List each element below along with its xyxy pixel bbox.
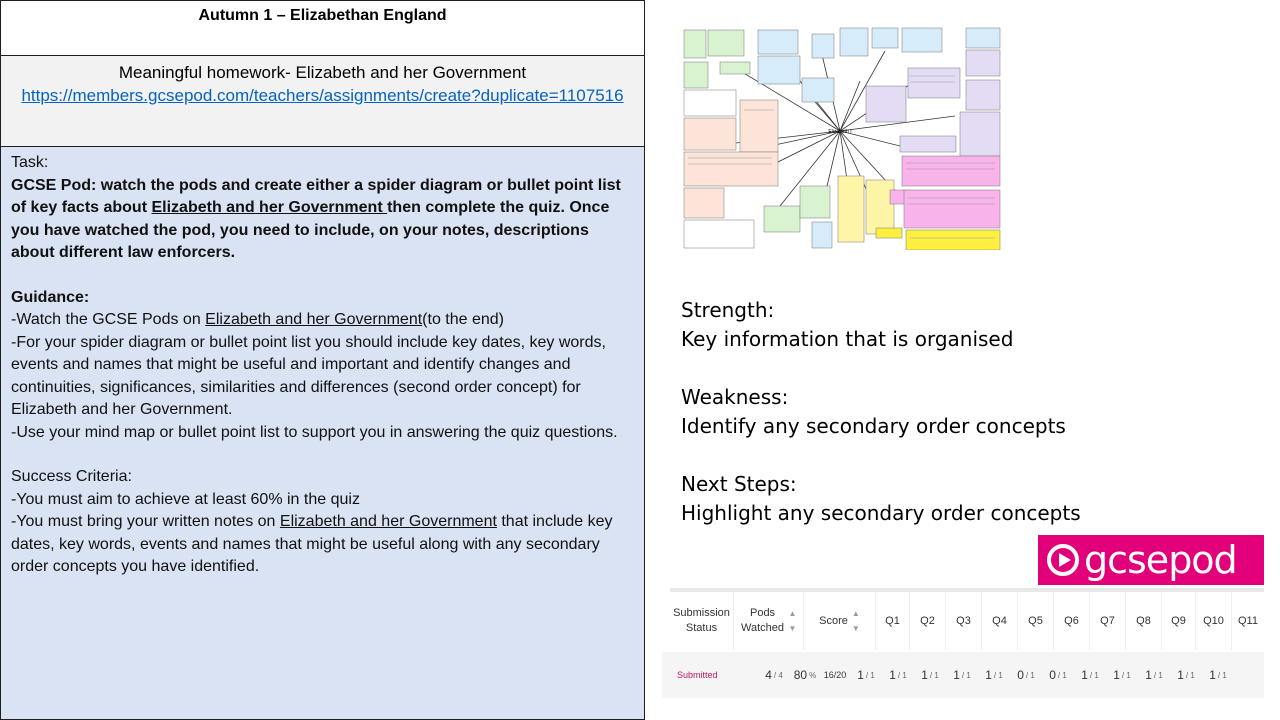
score-cell: 16/20 [823,670,847,680]
results-header-row [670,588,1264,650]
header-q2: Q2 [910,592,946,650]
q2-cell: 1 / 1 [889,668,907,682]
next-steps-label: Next Steps: [681,472,797,496]
q1-cell: 1 / 1 [857,668,875,682]
mind-map-thumbnail [680,26,1002,250]
success-item-1: -You must aim to achieve at least 60% in the quiz [11,490,360,508]
unit-title [1,1,644,56]
header-q9: Q9 [1162,592,1196,650]
homework-header [1,56,644,147]
status-cell: Submitted [677,670,718,680]
unit-title-text: Autumn 1 – Elizabethan England [198,7,447,24]
task-description: GCSE Pod: watch the pods and create either a spider diagram or bullet point list of key facts about Elizabeth and her Government then complete the quiz. Once you have watched the pod, you need to include, on your notes, descriptions about different law enforcers. [11,176,621,261]
logo-text: gcsepod [1084,538,1237,582]
guidance-item-1: -Watch the GCSE Pods on Elizabeth and her Government(to the end) [11,311,504,328]
header-q1: Q1 [876,592,910,650]
task-topic-link: Elizabeth and her Government [151,199,388,216]
percent-cell: 80 % [793,668,817,682]
next-steps-text: Highlight any secondary order concepts [681,501,1081,525]
q12-cell: 1 / 1 [1209,668,1227,682]
sort-icon[interactable]: ▲ ▼ [788,609,797,633]
results-table [662,588,1264,700]
q10-cell: 1 / 1 [1145,668,1163,682]
homework-link[interactable]: https://members.gcsepod.com/teachers/assignments/create?duplicate=1107516 [21,86,624,105]
feedback-block [681,296,1081,528]
guidance-label: Guidance: [11,288,90,306]
q11-cell: 1 / 1 [1177,668,1195,682]
success-label: Success Criteria: [11,468,132,485]
header-q8: Q8 [1126,592,1162,650]
header-q4: Q4 [982,592,1018,650]
q8-cell: 1 / 1 [1081,668,1099,682]
homework-title: Meaningful homework- Elizabeth and her Government [118,63,527,82]
mind-map-center-label: Elizabeth I [828,129,852,135]
q7-cell: 0 / 1 [1049,668,1067,682]
success-item-2: -You must bring your written notes on Elizabeth and her Government that include key dates, key words, events and names that might be useful along with any secondary order concepts you have identified. [11,513,613,575]
header-q5: Q5 [1018,592,1054,650]
guidance-item-3: -Use your mind map or bullet point list to support you in answering the quiz questions. [11,423,618,441]
guidance-item-2: -For your spider diagram or bullet point list you should include key dates, key words, events and names that might be useful and important and identify changes and continuities, significances, similarities and differences (second order concept) for Elizabeth and her Government. [11,333,606,418]
q5-cell: 1 / 1 [985,668,1003,682]
task-label: Task: [11,154,49,171]
pods-watched-cell: 4 / 4 [765,668,783,682]
task-box [1,147,644,719]
sort-icon[interactable]: ▲ ▼ [851,609,860,633]
play-circle-icon [1046,543,1080,577]
strength-text: Key information that is organised [681,327,1014,351]
header-q10: Q10 [1196,592,1232,650]
weakness-text: Identify any secondary order concepts [681,414,1066,438]
q4-cell: 1 / 1 [953,668,971,682]
q9-cell: 1 / 1 [1113,668,1131,682]
header-pods-watched[interactable]: Pods Watched ▲ ▼ [734,592,804,650]
weakness-label: Weakness: [681,385,789,409]
header-q7: Q7 [1090,592,1126,650]
q3-cell: 1 / 1 [921,668,939,682]
strength-label: Strength: [681,298,775,322]
header-q3: Q3 [946,592,982,650]
header-submission-status[interactable]: Submission Status [670,592,734,650]
table-row [662,652,1264,698]
gcsepod-logo [1038,535,1264,585]
q6-cell: 0 / 1 [1017,668,1035,682]
header-q6: Q6 [1054,592,1090,650]
header-q11: Q11 [1238,614,1258,627]
header-score[interactable]: Score ▲ ▼ [804,592,876,650]
